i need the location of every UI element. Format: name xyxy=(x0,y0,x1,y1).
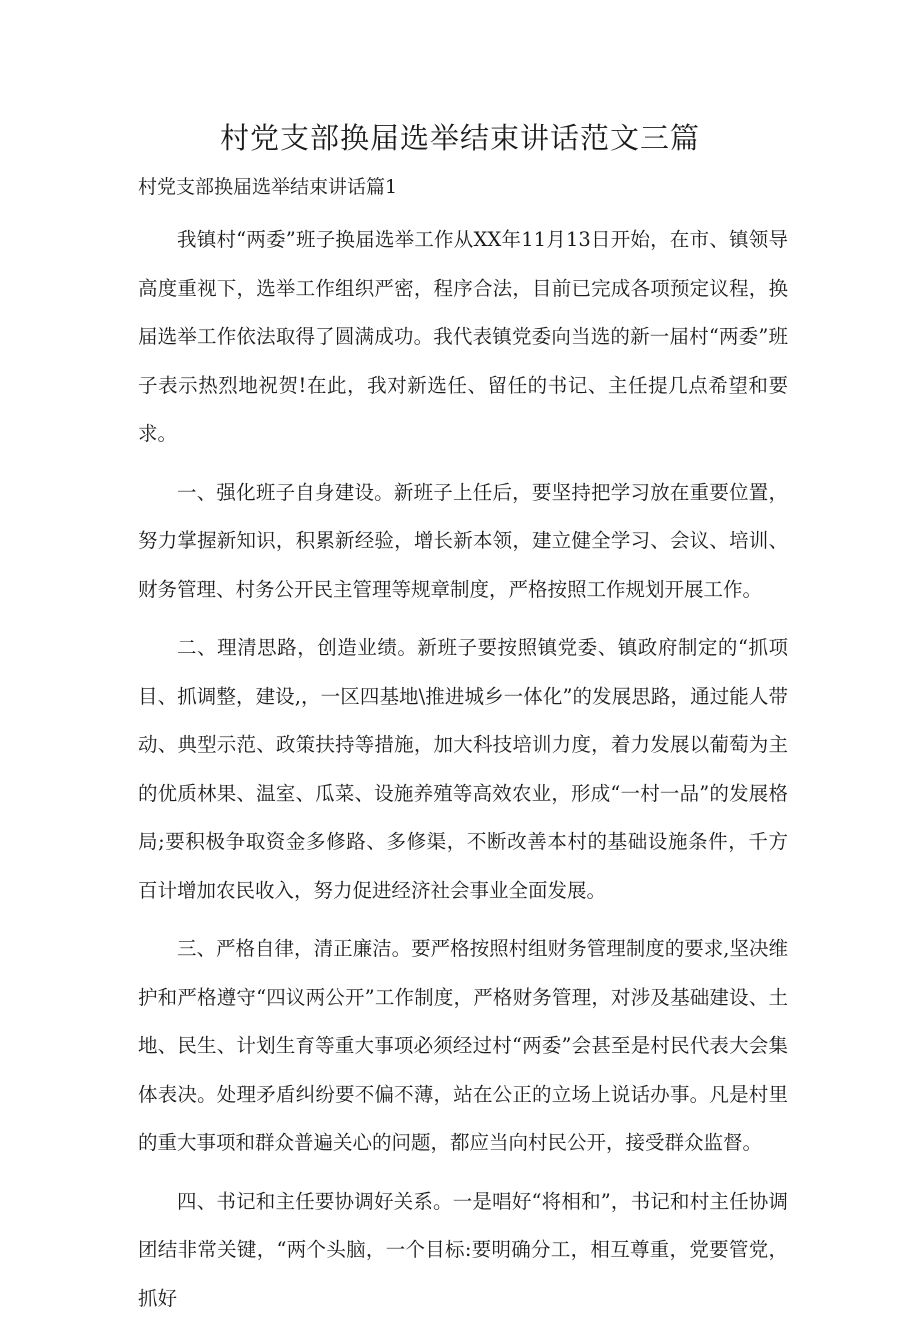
paragraph-point-3: 三、严格自律，清正廉洁。要严格按照村组财务管理制度的要求,坚决维护和严格遵守“四议两公开”工作制度，严格财务管理，对涉及基础建设、土地、民生、计划生育等重大事项必须经过村“两委”会甚至是村民代表大会集体表决。处理矛盾纠纷要不偏不薄，站在公正的立场上说话办事。凡是村里的重大事项和群众普遍关心的问题，都应当向村民公开，接受群众监督。 xyxy=(138,937,788,1154)
section-heading: 村党支部换届选举结束讲话篇1 xyxy=(138,176,398,198)
paragraph-point-1: 一、强化班子自身建设。新班子上任后，要坚持把学习放在重要位置，努力掌握新知识，积累新经验，增长新本领，建立健全学习、会议、培训、财务管理、村务公开民主管理等规章制度，严格按照工作规划开展工作。 xyxy=(138,480,788,601)
paragraph-point-4: 四、书记和主任要协调好关系。一是唱好“将相和”，书记和村主任协调团结非常关键，“两个头脑，一个目标:要明确分工，相互尊重，党要管党，抓好 xyxy=(138,1189,788,1310)
document-body xyxy=(138,216,788,1333)
document-title: 村党支部换届选举结束讲话范文三篇 xyxy=(219,121,700,155)
paragraph-intro: 我镇村“两委”班子换届选举工作从XX年11月13日开始，在市、镇领导高度重视下，选举工作组织严密，程序合法，目前已完成各项预定议程，换届选举工作依法取得了圆满成功。我代表镇党委向当选的新一届村“两委”班子表示热烈地祝贺!在此，我对新选任、留任的书记、主任提几点希望和要求。 xyxy=(138,228,788,445)
paragraph-point-2: 二、理清思路，创造业绩。新班子要按照镇党委、镇政府制定的“抓项目、抓调整，建设,，一区四基地\推进城乡一体化”的发展思路，通过能人带动、典型示范、政策扶持等措施，加大科技培训力度，着力发展以葡萄为主的优质林果、温室、瓜菜、设施养殖等高效农业，形成“一村一品”的发展格局;要积极争取资金多修路、多修渠，不断改善本村的基础设施条件，千方百计增加农民收入，努力促进经济社会事业全面发展。 xyxy=(138,636,788,902)
